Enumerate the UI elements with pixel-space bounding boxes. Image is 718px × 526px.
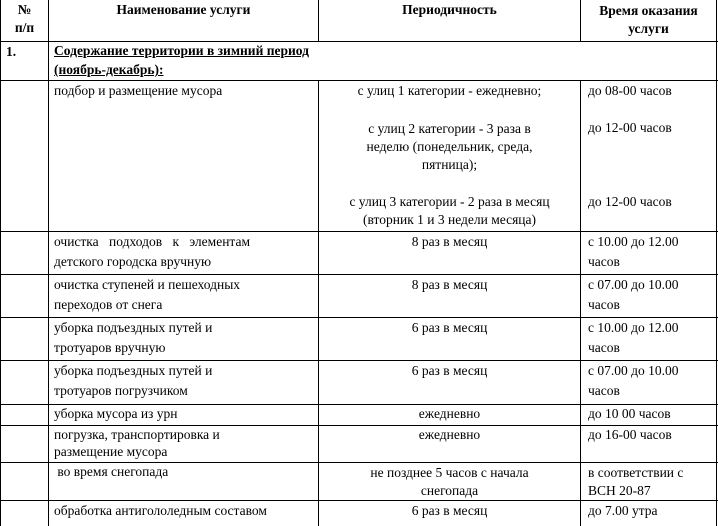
row-8-time-line1: в соответствии с: [588, 465, 684, 480]
row-1-period-line5: пятница);: [421, 157, 478, 172]
row-1-period-line8: (вторник 1 и 3 недели месяца): [362, 212, 536, 227]
row-1-period-line4: неделю (понедельник, среда,: [366, 139, 533, 154]
row-1-time-line7: до 12-00 часов: [588, 194, 672, 209]
section-title-line1: Содержание территории в зимний период: [54, 43, 309, 58]
row-3-time-line1: с 07.00 до 10.00: [588, 277, 679, 292]
row-4-period: 6 раз в месяц: [411, 320, 488, 335]
row-5-name-line2: тротуаров погрузчиком: [54, 383, 188, 398]
header-time-line2: услуги: [628, 21, 669, 36]
row-9-period: 6 раз в месяц: [411, 503, 488, 518]
row-8-period-line2: снегопада: [420, 483, 479, 498]
row-4-time-line2: часов: [588, 340, 620, 355]
row-5-period: 6 раз в месяц: [411, 363, 488, 378]
row-2-time-line2: часов: [588, 254, 620, 269]
row-2-name-line2: детского городска вручную: [54, 254, 212, 269]
row-7-period: ежедневно: [418, 427, 481, 442]
row-3-period: 8 раз в месяц: [411, 277, 488, 292]
row-4-time-line1: с 10.00 до 12.00: [588, 320, 679, 335]
row-9-time: до 7.00 утра: [588, 503, 658, 518]
row-7-name-line2: размещение мусора: [54, 444, 168, 459]
row-8-name: во время снегопада: [54, 464, 169, 479]
section-title-line2: (ноябрь-декабрь):: [54, 62, 164, 77]
vline: [48, 0, 49, 526]
row-2-name-line1: очистка подходов к элементам: [54, 234, 251, 249]
vline: [580, 80, 581, 526]
row-7-name-line1: погрузка, транспортировка и: [54, 427, 220, 442]
vline: [0, 0, 1, 526]
row-3-name-line1: очистка ступеней и пешеходных: [54, 277, 241, 292]
vline: [716, 0, 717, 526]
row-3-time-line2: часов: [588, 297, 620, 312]
row-9-name: обработка антигололедным составом: [54, 503, 267, 518]
row-6-period: ежедневно: [418, 406, 481, 421]
row-6-time: до 10 00 часов: [588, 406, 671, 421]
row-5-name-line1: уборка подъездных путей и: [54, 363, 213, 378]
row-1-time-line1: до 08-00 часов: [588, 83, 672, 98]
row-1-time-line3: до 12-00 часов: [588, 120, 672, 135]
row-5-time-line1: с 07.00 до 10.00: [588, 363, 679, 378]
row-8-period-line1: не позднее 5 часов с начала: [370, 465, 529, 480]
row-1-period-line1: с улиц 1 категории - ежедневно;: [357, 83, 542, 98]
row-1-name: подбор и размещение мусора: [54, 83, 223, 98]
row-1-period-line3: с улиц 2 категории - 3 раза в: [368, 121, 531, 136]
row-4-name-line2: тротуаров вручную: [54, 340, 166, 355]
row-4-name-line1: уборка подъездных путей и: [54, 320, 213, 335]
header-name: Наименование услуги: [116, 2, 251, 17]
section-num: 1.: [6, 44, 17, 59]
row-5-time-line2: часов: [588, 383, 620, 398]
row-8-time-line2: ВСН 20-87: [588, 483, 651, 498]
header-num-line1: №: [17, 2, 32, 17]
row-1-period-line7: с улиц 3 категории - 2 раза в месяц: [349, 194, 550, 209]
header-num-line2: п/п: [14, 20, 35, 35]
row-6-name: уборка мусора из урн: [54, 406, 178, 421]
header-period: Периодичность: [402, 2, 497, 17]
row-2-period: 8 раз в месяц: [411, 234, 488, 249]
row-7-time: до 16-00 часов: [588, 427, 672, 442]
row-2-time-line1: с 10.00 до 12.00: [588, 234, 679, 249]
header-time-line1: Время оказания: [599, 3, 698, 18]
row-3-name-line2: переходов от снега: [54, 297, 163, 312]
